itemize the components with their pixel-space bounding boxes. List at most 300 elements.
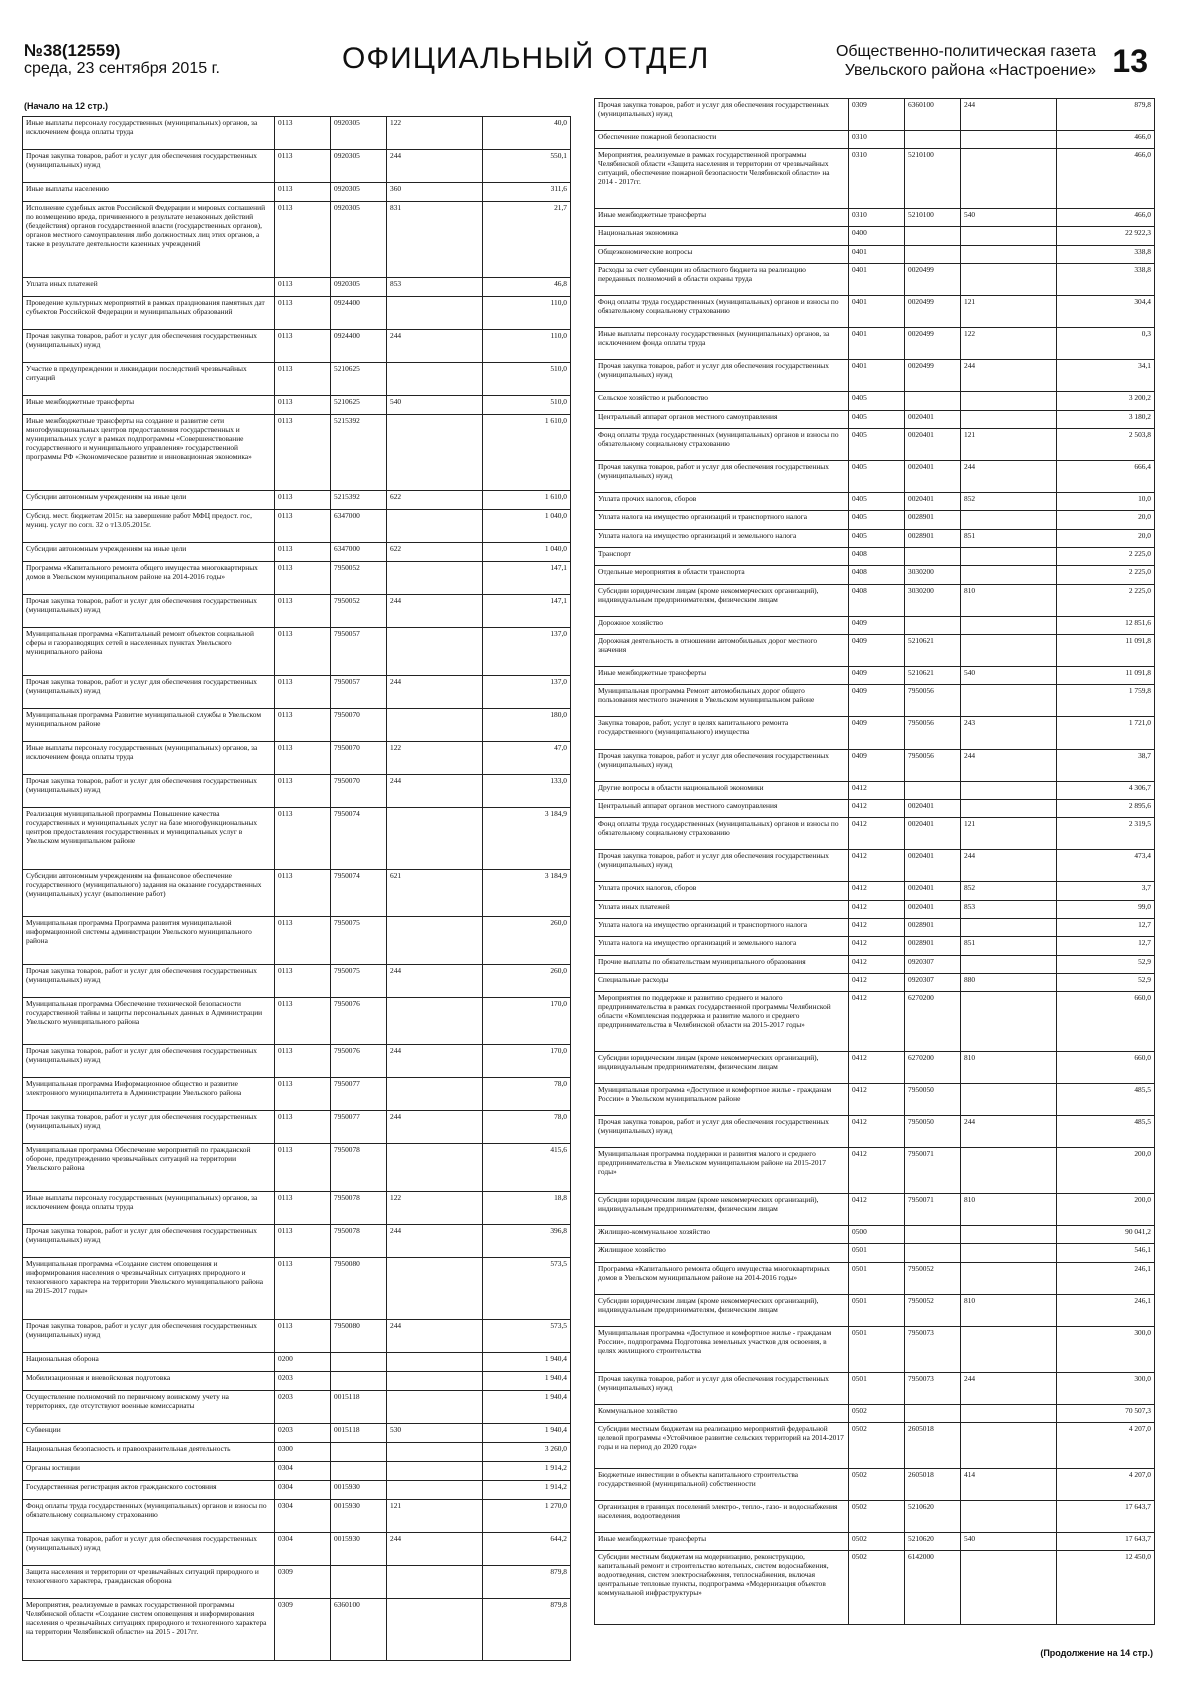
- target-article-cell: 7950073: [905, 1372, 961, 1404]
- row-name-cell: Расходы за счет субвенции из областного бюджета на реализацию переданных полномочий в области охраны труда: [595, 263, 849, 295]
- section-code-cell: 0502: [849, 1500, 905, 1532]
- table-row: [23, 1442, 571, 1461]
- amount-cell: 21,7: [483, 202, 571, 278]
- row-name-cell: Иные выплаты персоналу государственных (муниципальных) органов, за исключением фонда оплаты труда: [23, 117, 275, 150]
- amount-cell: 17 643,7: [1057, 1532, 1155, 1550]
- table-row: [595, 818, 1155, 850]
- table-row: [23, 183, 571, 202]
- row-name-cell: Уплата налога на имущество организаций и земельного налога: [595, 937, 849, 955]
- amount-cell: 11 091,8: [1057, 635, 1155, 667]
- table-row: [23, 775, 571, 808]
- expense-type-cell: [961, 1404, 1057, 1422]
- section-code-cell: 0113: [275, 964, 331, 997]
- target-article-cell: 0020401: [905, 882, 961, 900]
- section-code-cell: 0412: [849, 937, 905, 955]
- table-row: [595, 799, 1155, 817]
- row-name-cell: Осуществление полномочий по первичному воинскому учету на территориях, где отсутствуют военные комиссариаты: [23, 1390, 275, 1423]
- amount-cell: 78,0: [483, 1111, 571, 1144]
- table-row: [23, 1565, 571, 1598]
- amount-cell: 1 914,2: [483, 1480, 571, 1499]
- section-code-cell: 0113: [275, 277, 331, 296]
- table-row: [23, 1319, 571, 1352]
- row-name-cell: Иные выплаты персоналу государственных (муниципальных) органов, за исключением фонда оплаты труда: [595, 328, 849, 360]
- table-row: [595, 208, 1155, 226]
- table-row: [23, 808, 571, 870]
- target-article-cell: 6270200: [905, 1051, 961, 1083]
- table-row: [23, 1191, 571, 1224]
- row-name-cell: Специальные расходы: [595, 974, 849, 992]
- table-row: [23, 595, 571, 628]
- target-article-cell: 0015930: [331, 1480, 387, 1499]
- expense-type-cell: 621: [387, 869, 483, 916]
- row-name-cell: Отдельные мероприятия в области транспорта: [595, 566, 849, 584]
- table-row: [23, 509, 571, 542]
- table-row: [595, 1193, 1155, 1225]
- row-name-cell: Исполнение судебных актов Российской Федерации и мировых соглашений по возмещению вреда, причиненного в результате незаконных действий (бездействия) органов государственной власти (государственных органов), органов местного самоуправления либо должностных лиц этих органов, а также в результате деятельности казенных учреждений: [23, 202, 275, 278]
- amount-cell: 170,0: [483, 997, 571, 1044]
- section-code-cell: 0409: [849, 749, 905, 781]
- expense-type-cell: [387, 708, 483, 741]
- expense-type-cell: [961, 392, 1057, 410]
- table-row: [595, 328, 1155, 360]
- expense-type-cell: 540: [387, 396, 483, 415]
- target-article-cell: [905, 1404, 961, 1422]
- amount-cell: 338,8: [1057, 263, 1155, 295]
- expense-type-cell: 244: [961, 460, 1057, 492]
- expense-type-cell: [387, 1371, 483, 1390]
- section-code-cell: 0405: [849, 392, 905, 410]
- expense-type-cell: [387, 1144, 483, 1191]
- section-code-cell: 0412: [849, 1116, 905, 1148]
- row-name-cell: Программа «Капитального ремонта общего имущества многоквартирных домов в Увельском муниципальном районе на 2014-2016 годы»: [595, 1262, 849, 1294]
- expense-type-cell: 851: [961, 529, 1057, 547]
- row-name-cell: Прочая закупка товаров, работ и услуг для обеспечения государственных (муниципальных) нужд: [23, 595, 275, 628]
- table-row: [595, 781, 1155, 799]
- table-row: [595, 1225, 1155, 1243]
- section-code-cell: 0412: [849, 955, 905, 973]
- row-name-cell: Субсидии местным бюджетам на модернизацию, реконструкцию, капитальный ремонт и строительство котельных, систем водоснабжения, водоотведения, систем электроснабжения, теплоснабжения, включая центральные тепловые пункты, подпрограмма «Модернизация объектов коммунальной инфраструктуры»: [595, 1551, 849, 1625]
- target-article-cell: 0020401: [905, 799, 961, 817]
- table-row: [595, 1468, 1155, 1500]
- amount-cell: 3 260,0: [483, 1442, 571, 1461]
- section-code-cell: 0113: [275, 1319, 331, 1352]
- row-name-cell: Прочая закупка товаров, работ и услуг для обеспечения государственных (муниципальных) нужд: [595, 99, 849, 131]
- target-article-cell: 7950052: [331, 595, 387, 628]
- row-name-cell: Уплата налога на имущество организаций и транспортного налога: [595, 919, 849, 937]
- target-article-cell: 5210621: [905, 667, 961, 685]
- target-article-cell: 7950078: [331, 1144, 387, 1191]
- target-article-cell: [905, 1225, 961, 1243]
- table-row: [595, 937, 1155, 955]
- amount-cell: 311,6: [483, 183, 571, 202]
- row-name-cell: Субсидии автономным учреждениям на финансовое обеспечение государственного (муниципального) задания на оказание государственных (муниципальных) услуг (выполнение работ): [23, 869, 275, 916]
- table-row: [23, 277, 571, 296]
- page-header: [22, 40, 1154, 90]
- section-code-cell: 0300: [275, 1442, 331, 1461]
- section-code-cell: 0113: [275, 1224, 331, 1257]
- table-row: [595, 955, 1155, 973]
- table-row: [23, 1390, 571, 1423]
- row-name-cell: Прочая закупка товаров, работ и услуг для обеспечения государственных (муниципальных) нужд: [23, 1319, 275, 1352]
- expense-type-cell: [961, 263, 1057, 295]
- section-code-cell: 0501: [849, 1262, 905, 1294]
- expense-type-cell: [961, 955, 1057, 973]
- section-code-cell: 0409: [849, 667, 905, 685]
- amount-cell: 11 091,8: [1057, 667, 1155, 685]
- expense-type-cell: [387, 808, 483, 870]
- expense-type-cell: 244: [387, 675, 483, 708]
- left-table-body: [23, 117, 571, 1661]
- amount-cell: 2 895,6: [1057, 799, 1155, 817]
- amount-cell: 1 759,8: [1057, 685, 1155, 717]
- table-row: [595, 749, 1155, 781]
- target-article-cell: 5210625: [331, 396, 387, 415]
- section-code-cell: 0401: [849, 296, 905, 328]
- table-row: [595, 296, 1155, 328]
- target-article-cell: 5210620: [905, 1500, 961, 1532]
- amount-cell: 510,0: [483, 363, 571, 396]
- section-code-cell: 0501: [849, 1294, 905, 1326]
- right-column: [594, 98, 1154, 1625]
- target-article-cell: 7950076: [331, 1045, 387, 1078]
- target-article-cell: [905, 547, 961, 565]
- section-code-cell: 0500: [849, 1225, 905, 1243]
- amount-cell: 415,6: [483, 1144, 571, 1191]
- table-row: [23, 708, 571, 741]
- table-row: [595, 1551, 1155, 1625]
- table-row: [595, 635, 1155, 667]
- section-code-cell: 0412: [849, 850, 905, 882]
- amount-cell: 2 319,5: [1057, 818, 1155, 850]
- row-name-cell: Муниципальная программа «Создание систем оповещения и информирования населения о чрезвычайных ситуациях природного и техногенного характера на территории Увельского муниципального района на 2015-2017 годы»: [23, 1258, 275, 1320]
- amount-cell: 52,9: [1057, 955, 1155, 973]
- table-row: [595, 360, 1155, 392]
- row-name-cell: Реализация муниципальной программы Повышение качества государственных и муниципальных услуг на базе многофункциональных центров предоставления государственных и муниципальных услуг в Увельском муниципальном районе: [23, 808, 275, 870]
- expense-type-cell: 540: [961, 1532, 1057, 1550]
- amount-cell: 473,4: [1057, 850, 1155, 882]
- target-article-cell: 7950074: [331, 869, 387, 916]
- section-code-cell: 0113: [275, 628, 331, 675]
- expense-type-cell: [961, 245, 1057, 263]
- expense-type-cell: [387, 917, 483, 964]
- section-code-cell: 0203: [275, 1371, 331, 1390]
- target-article-cell: 0020499: [905, 296, 961, 328]
- newspaper-name-line2: Увельского района «Настроение»: [844, 62, 1096, 79]
- section-code-cell: 0113: [275, 1258, 331, 1320]
- section-code-cell: 0409: [849, 616, 905, 634]
- row-name-cell: Мобилизационная и вневойсковая подготовка: [23, 1371, 275, 1390]
- target-article-cell: 0020499: [905, 328, 961, 360]
- table-row: [595, 428, 1155, 460]
- section-code-cell: 0405: [849, 511, 905, 529]
- table-row: [23, 1371, 571, 1390]
- table-row: [23, 330, 571, 363]
- section-code-cell: 0405: [849, 428, 905, 460]
- row-name-cell: Прочая закупка товаров, работ и услуг для обеспечения государственных (муниципальных) нужд: [23, 775, 275, 808]
- row-name-cell: Бюджетные инвестиции в объекты капитального строительства государственной (муниципальной) собственности: [595, 1468, 849, 1500]
- section-code-cell: 0113: [275, 808, 331, 870]
- amount-cell: 137,0: [483, 628, 571, 675]
- left-column: [22, 116, 570, 1661]
- table-row: [23, 1078, 571, 1111]
- amount-cell: 300,0: [1057, 1326, 1155, 1372]
- page-number: 13: [1112, 43, 1148, 79]
- section-code-cell: 0405: [849, 529, 905, 547]
- expense-type-cell: [387, 1352, 483, 1371]
- section-code-cell: 0113: [275, 509, 331, 542]
- target-article-cell: 0920307: [905, 955, 961, 973]
- section-code-cell: 0401: [849, 263, 905, 295]
- amount-cell: 12,7: [1057, 937, 1155, 955]
- row-name-cell: Центральный аппарат органов местного самоуправления: [595, 410, 849, 428]
- amount-cell: 246,1: [1057, 1294, 1155, 1326]
- target-article-cell: 0920305: [331, 277, 387, 296]
- table-row: [23, 396, 571, 415]
- target-article-cell: [905, 227, 961, 245]
- table-row: [23, 1461, 571, 1480]
- target-article-cell: [905, 245, 961, 263]
- expense-type-cell: [961, 547, 1057, 565]
- amount-cell: 12 450,0: [1057, 1551, 1155, 1625]
- table-row: [595, 149, 1155, 209]
- target-article-cell: 6347000: [331, 509, 387, 542]
- expense-type-cell: 622: [387, 491, 483, 510]
- section-code-cell: 0405: [849, 410, 905, 428]
- row-name-cell: Дорожная деятельность в отношении автомобильных дорог местного значения: [595, 635, 849, 667]
- expense-type-cell: 122: [961, 328, 1057, 360]
- target-article-cell: 7950050: [905, 1116, 961, 1148]
- section-code-cell: 0405: [849, 492, 905, 510]
- issue-date: среда, 23 сентября 2015 г.: [24, 60, 220, 77]
- section-code-cell: 0113: [275, 296, 331, 329]
- expense-type-cell: 851: [961, 937, 1057, 955]
- row-name-cell: Муниципальная программа «Доступное и комфортное жилье - гражданам России» в Увельском муниципальном районе: [595, 1083, 849, 1115]
- expense-type-cell: [387, 628, 483, 675]
- row-name-cell: Прочая закупка товаров, работ и услуг для обеспечения государственных (муниципальных) нужд: [23, 1532, 275, 1565]
- amount-cell: 70 507,3: [1057, 1404, 1155, 1422]
- table-row: [595, 547, 1155, 565]
- expense-type-cell: [961, 1551, 1057, 1625]
- target-article-cell: [905, 131, 961, 149]
- section-code-cell: 0502: [849, 1551, 905, 1625]
- expense-type-cell: 853: [387, 277, 483, 296]
- table-row: [595, 616, 1155, 634]
- section-code-cell: 0113: [275, 775, 331, 808]
- section-code-cell: 0309: [275, 1565, 331, 1598]
- expense-type-cell: [387, 509, 483, 542]
- target-article-cell: 0920305: [331, 150, 387, 183]
- target-article-cell: 6360100: [331, 1599, 387, 1661]
- amount-cell: 485,5: [1057, 1083, 1155, 1115]
- expense-type-cell: [387, 1258, 483, 1320]
- row-name-cell: Субсид. мест. бюджетам 2015г. на завершение работ МФЦ предост. гос, муниц. услуг по согл. 32 о т13.05.2015г.: [23, 509, 275, 542]
- target-article-cell: 6270200: [905, 992, 961, 1052]
- expense-type-cell: 530: [387, 1423, 483, 1442]
- amount-cell: 466,0: [1057, 149, 1155, 209]
- target-article-cell: 0020401: [905, 428, 961, 460]
- section-code-cell: 0412: [849, 818, 905, 850]
- amount-cell: 1 610,0: [483, 415, 571, 491]
- expense-type-cell: 244: [961, 99, 1057, 131]
- amount-cell: 666,4: [1057, 460, 1155, 492]
- amount-cell: 34,1: [1057, 360, 1155, 392]
- amount-cell: 20,0: [1057, 529, 1155, 547]
- row-name-cell: Муниципальная программа Ремонт автомобильных дорог общего пользования местного значения в Увельском муниципальном районе: [595, 685, 849, 717]
- table-row: [23, 869, 571, 916]
- target-article-cell: 7950073: [905, 1326, 961, 1372]
- expense-type-cell: [961, 1422, 1057, 1468]
- row-name-cell: Программа «Капитального ремонта общего имущества многоквартирных домов в Увельском муниципальном районе на 2014-2016 годы»: [23, 562, 275, 595]
- expense-type-cell: 852: [961, 882, 1057, 900]
- amount-cell: 90 041,2: [1057, 1225, 1155, 1243]
- expense-type-cell: 244: [387, 150, 483, 183]
- section-code-cell: 0401: [849, 328, 905, 360]
- section-code-cell: 0113: [275, 363, 331, 396]
- amount-cell: 18,8: [483, 1191, 571, 1224]
- amount-cell: 52,9: [1057, 974, 1155, 992]
- table-row: [595, 1404, 1155, 1422]
- target-article-cell: 7950057: [331, 675, 387, 708]
- amount-cell: 573,5: [483, 1258, 571, 1320]
- table-row: [23, 562, 571, 595]
- expense-type-cell: [961, 131, 1057, 149]
- section-code-cell: 0401: [849, 360, 905, 392]
- row-name-cell: Мероприятия, реализуемые в рамках государственной программы Челябинской области «Создание систем оповещения и информирования населения о чрезвычайных ситуациях природного и техногенного характера на территории Челябинской области» на 2015 - 2017гг.: [23, 1599, 275, 1661]
- amount-cell: 78,0: [483, 1078, 571, 1111]
- row-name-cell: Фонд оплаты труда государственных (муниципальных) органов и взносы по обязательному социальному страхованию: [595, 296, 849, 328]
- section-code-cell: 0502: [849, 1532, 905, 1550]
- section-code-cell: 0113: [275, 997, 331, 1044]
- table-row: [595, 131, 1155, 149]
- continued-on-note: (Продолжение на 14 стр.): [1040, 1648, 1153, 1658]
- expense-type-cell: [961, 616, 1057, 634]
- target-article-cell: 7950078: [331, 1224, 387, 1257]
- expense-type-cell: 243: [961, 717, 1057, 749]
- expense-type-cell: 244: [387, 1111, 483, 1144]
- section-code-cell: 0501: [849, 1244, 905, 1262]
- amount-cell: 180,0: [483, 708, 571, 741]
- row-name-cell: Иные межбюджетные трансферты на создание и развитие сети многофункциональных центров предоставления государственных и муниципальных услуг в рамках подпрограммы «Совершенствование государственного и муниципального управления» государственной программы РФ «Экономическое развитие и инновационная экономика»: [23, 415, 275, 491]
- target-article-cell: 7950052: [905, 1294, 961, 1326]
- table-row: [595, 1294, 1155, 1326]
- table-row: [23, 964, 571, 997]
- amount-cell: 4 207,0: [1057, 1422, 1155, 1468]
- amount-cell: 4 207,0: [1057, 1468, 1155, 1500]
- budget-table-left: [22, 116, 571, 1661]
- amount-cell: 47,0: [483, 741, 571, 774]
- section-code-cell: 0412: [849, 882, 905, 900]
- row-name-cell: Прочая закупка товаров, работ и услуг для обеспечения государственных (муниципальных) нужд: [23, 1224, 275, 1257]
- expense-type-cell: [961, 511, 1057, 529]
- expense-type-cell: 244: [961, 1372, 1057, 1404]
- amount-cell: 110,0: [483, 330, 571, 363]
- table-row: [23, 150, 571, 183]
- target-article-cell: [905, 1244, 961, 1262]
- expense-type-cell: [961, 1326, 1057, 1372]
- expense-type-cell: 122: [387, 741, 483, 774]
- section-code-cell: 0304: [275, 1499, 331, 1532]
- expense-type-cell: 622: [387, 543, 483, 562]
- expense-type-cell: [387, 562, 483, 595]
- row-name-cell: Субвенции: [23, 1423, 275, 1442]
- expense-type-cell: [961, 992, 1057, 1052]
- expense-type-cell: 831: [387, 202, 483, 278]
- amount-cell: 40,0: [483, 117, 571, 150]
- target-article-cell: 5215392: [331, 491, 387, 510]
- expense-type-cell: 121: [387, 1499, 483, 1532]
- amount-cell: 110,0: [483, 296, 571, 329]
- expense-type-cell: [387, 1461, 483, 1480]
- expense-type-cell: 244: [961, 749, 1057, 781]
- row-name-cell: Уплата налога на имущество организаций и земельного налога: [595, 529, 849, 547]
- expense-type-cell: 540: [961, 208, 1057, 226]
- expense-type-cell: 244: [961, 1116, 1057, 1148]
- row-name-cell: Национальная экономика: [595, 227, 849, 245]
- row-name-cell: Муниципальная программа поддержки и развития малого и среднего предпринимательства в Увельском муниципальном районе на 2015-2017 годы»: [595, 1148, 849, 1194]
- amount-cell: 1 940,4: [483, 1423, 571, 1442]
- row-name-cell: Муниципальная программа «Капитальный ремонт объектов социальной сферы и газоразводящих сетей в населенных пунктах Увельского муниципального района: [23, 628, 275, 675]
- table-row: [595, 919, 1155, 937]
- row-name-cell: Фонд оплаты труда государственных (муниципальных) органов и взносы по обязательному социальному страхованию: [595, 428, 849, 460]
- table-row: [23, 741, 571, 774]
- amount-cell: 1 610,0: [483, 491, 571, 510]
- expense-type-cell: 810: [961, 1193, 1057, 1225]
- section-code-cell: 0113: [275, 741, 331, 774]
- expense-type-cell: 244: [387, 1224, 483, 1257]
- row-name-cell: Иные выплаты персоналу государственных (муниципальных) органов, за исключением фонда оплаты труда: [23, 741, 275, 774]
- expense-type-cell: 244: [961, 360, 1057, 392]
- section-code-cell: 0501: [849, 1372, 905, 1404]
- section-code-cell: 0113: [275, 183, 331, 202]
- table-row: [595, 685, 1155, 717]
- table-row: [595, 227, 1155, 245]
- target-article-cell: 5215392: [331, 415, 387, 491]
- row-name-cell: Субсидии автономным учреждениям на иные цели: [23, 491, 275, 510]
- table-row: [23, 917, 571, 964]
- section-code-cell: 0113: [275, 595, 331, 628]
- section-code-cell: 0113: [275, 1078, 331, 1111]
- table-row: [595, 1500, 1155, 1532]
- expense-type-cell: 121: [961, 428, 1057, 460]
- expense-type-cell: 880: [961, 974, 1057, 992]
- target-article-cell: [905, 616, 961, 634]
- table-row: [23, 675, 571, 708]
- expense-type-cell: 244: [387, 964, 483, 997]
- amount-cell: 1 270,0: [483, 1499, 571, 1532]
- row-name-cell: Закупка товаров, работ, услуг в целях капитального ремонта государственного (муниципального) имущества: [595, 717, 849, 749]
- expense-type-cell: [387, 1565, 483, 1598]
- section-code-cell: 0310: [849, 149, 905, 209]
- table-row: [595, 1148, 1155, 1194]
- amount-cell: 200,0: [1057, 1193, 1155, 1225]
- table-row: [23, 1111, 571, 1144]
- target-article-cell: 7950077: [331, 1078, 387, 1111]
- row-name-cell: Прочая закупка товаров, работ и услуг для обеспечения государственных (муниципальных) нужд: [595, 850, 849, 882]
- expense-type-cell: 853: [961, 900, 1057, 918]
- amount-cell: 1 040,0: [483, 509, 571, 542]
- expense-type-cell: 122: [387, 117, 483, 150]
- row-name-cell: Государственная регистрация актов гражданского состояния: [23, 1480, 275, 1499]
- table-row: [23, 1144, 571, 1191]
- expense-type-cell: [387, 1599, 483, 1661]
- row-name-cell: Сельское хозяйство и рыболовство: [595, 392, 849, 410]
- section-code-cell: 0412: [849, 1051, 905, 1083]
- row-name-cell: Транспорт: [595, 547, 849, 565]
- expense-type-cell: 244: [387, 775, 483, 808]
- amount-cell: 260,0: [483, 964, 571, 997]
- row-name-cell: Уплата прочих налогов, сборов: [595, 882, 849, 900]
- target-article-cell: 7950050: [905, 1083, 961, 1115]
